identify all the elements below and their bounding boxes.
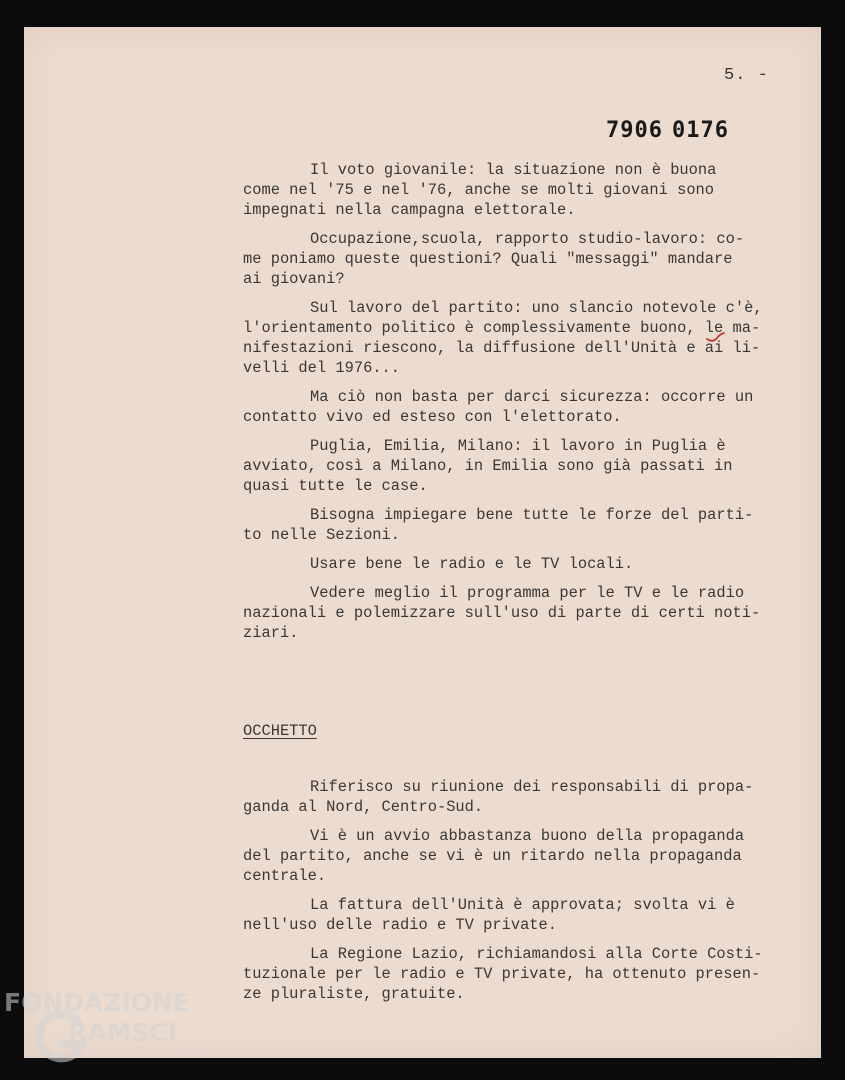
watermark-line-2: RAMSCI — [68, 1018, 178, 1047]
section-2-text — [243, 777, 788, 1013]
section-1-text — [243, 160, 788, 652]
paragraph-employment: Occupazione,scuola, rapporto studio-lavoro: co- me poniamo queste questioni? Quali "messaggi" mandare ai giovani? — [243, 230, 745, 288]
archive-stamp-series: 7906 — [606, 118, 663, 143]
paragraph-youth-vote: Il voto giovanile: la situazione non è buona come nel '75 e nel '76, anche se molti giovani sono impegnati nella campagna elettorale. — [243, 161, 717, 219]
paragraph-regions: Puglia, Emilia, Milano: il lavoro in Puglia è avviato, così a Milano, in Emilia sono già passati in quasi tutte le case. — [243, 437, 733, 495]
paragraph-local-media: Usare bene le radio e le TV locali. — [310, 555, 634, 573]
paragraph-security: Ma ciò non basta per darci sicurezza: occorre un contatto vivo ed esteso con l'elettorato. — [243, 388, 754, 426]
paragraph-party-work: Sul lavoro del partito: uno slancio notevole c'è, l'orientamento politico è complessivamente buono, le ma- nifestazioni riescono, la diffusione dell'Unità e ai li- velli del 1976... — [243, 299, 763, 377]
paragraph-unita: La fattura dell'Unità è approvata; svolta vi è nell'uso delle radio e TV private. — [243, 896, 735, 934]
fondazione-gramsci-watermark — [4, 988, 214, 1078]
paragraph-national-media: Vedere meglio il programma per le TV e le radio nazionali e polemizzare sull'uso di parte di certi noti- ziari. — [243, 584, 761, 642]
paragraph-meeting-report: Riferisco su riunione dei responsabili di propa- ganda al Nord, Centro-Sud. — [243, 778, 754, 816]
paragraph-forces: Bisogna impiegare bene tutte le forze del parti- to nelle Sezioni. — [243, 506, 754, 544]
speaker-heading: OCCHETTO — [243, 722, 317, 740]
watermark-suffix: onlus — [180, 1048, 205, 1058]
handwritten-accent-mark — [705, 330, 727, 344]
paragraph-lazio: La Regione Lazio, richiamandosi alla Corte Costi- tuzionale per le radio e TV private, ha ottenuto presen- ze pluraliste, gratuite. — [243, 945, 763, 1003]
watermark-line-1: FONDAZIONE — [4, 988, 191, 1017]
archive-stamp-number: 0176 — [672, 118, 729, 143]
page-number: 5. - — [724, 66, 769, 85]
paragraph-propaganda-start: Vi è un avvio abbastanza buono della propaganda del partito, anche se vi è un ritardo nella propaganda centrale. — [243, 827, 745, 885]
